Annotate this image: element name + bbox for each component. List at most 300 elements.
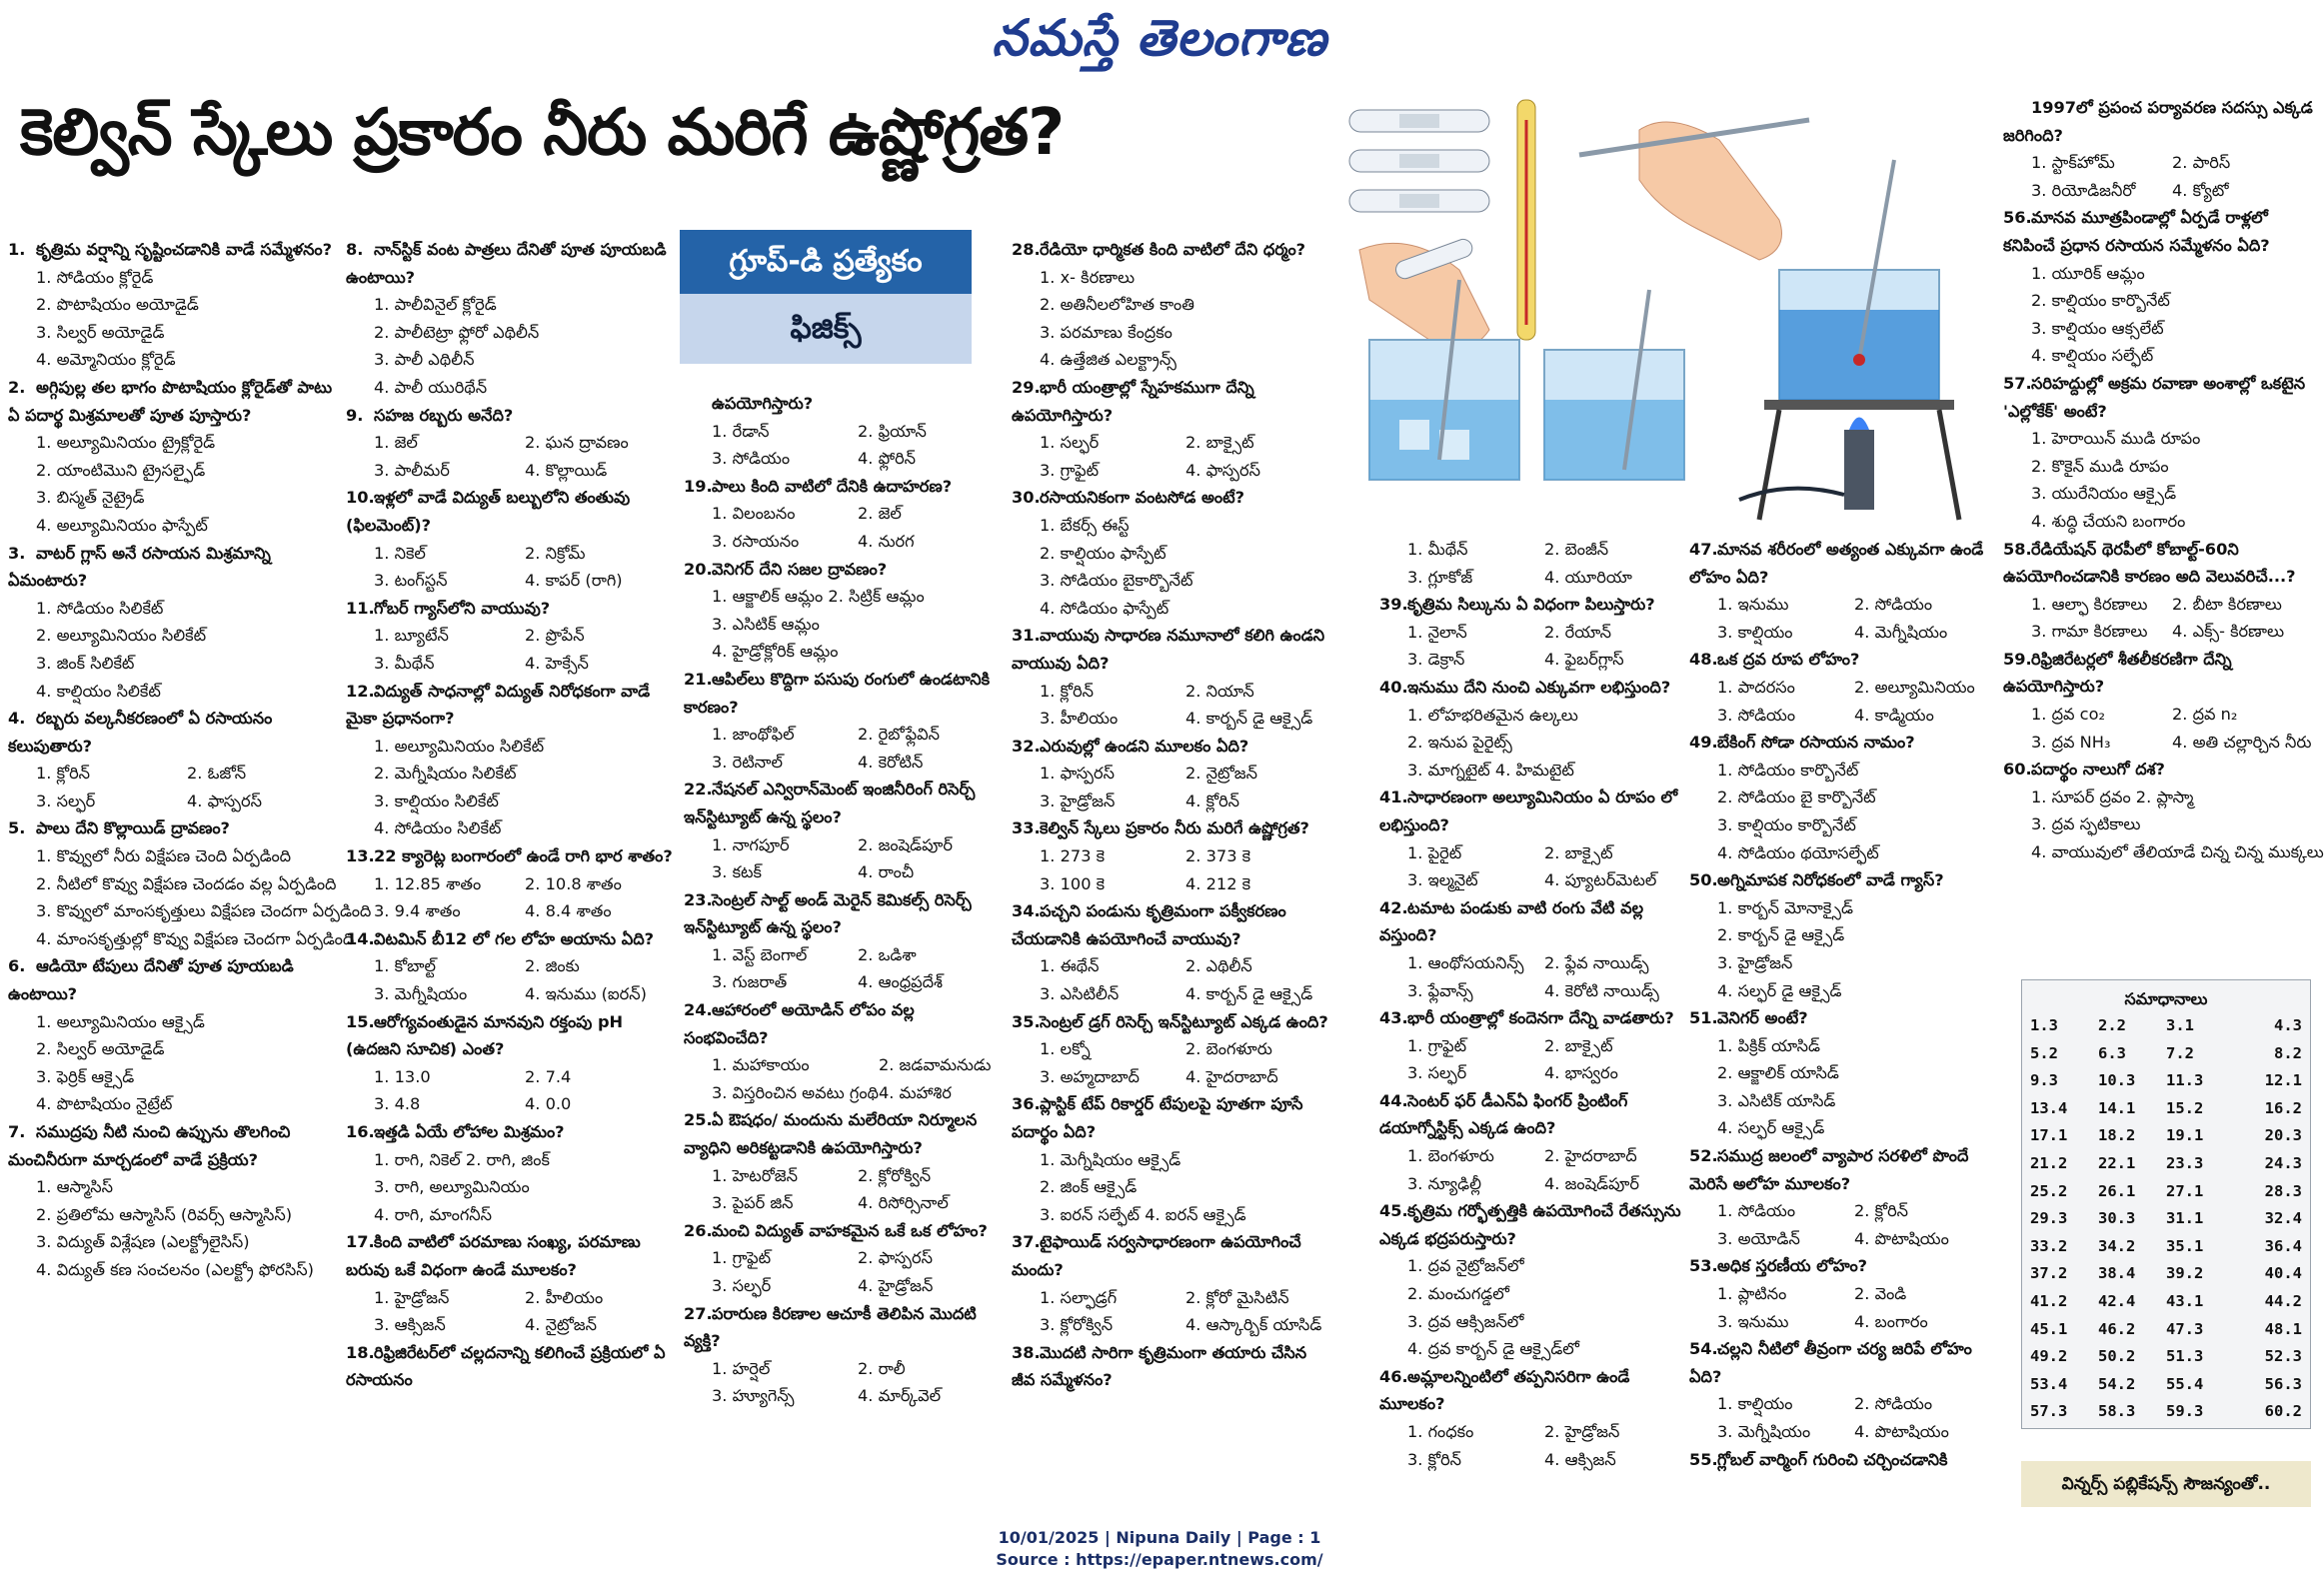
question-column-3 xyxy=(684,390,1004,1410)
answer-key-entry: 22.1 xyxy=(2098,1153,2136,1172)
answer-key-entry: 51.3 xyxy=(2166,1347,2204,1366)
answer-key-entry: 28.3 xyxy=(2264,1181,2302,1200)
option-list xyxy=(346,291,676,401)
answer-option: 3. సోడియం xyxy=(1717,705,1796,725)
question-stem: వెనిగర్ అంటే? xyxy=(1717,1008,1808,1028)
question-number: 47. xyxy=(1689,540,1718,559)
answer-option: 4. మార్క్‌వెల్ xyxy=(858,1386,942,1406)
question-stem: సెంట్రల్ సాల్ట్ అండ్ మెరైన్ కెమికల్స్ రిసెర్చ్ ఇన్‌స్టిట్యూట్ ఉన్న స్థలం? xyxy=(684,889,972,937)
question-text xyxy=(346,842,676,870)
answer-option: 1. కార్బన్ మోనాక్సైడ్ xyxy=(1717,897,1853,917)
answer-option: 1. క్లోరిన్ xyxy=(36,764,91,784)
answer-option: 3. హ్యూగెన్స్ xyxy=(712,1386,795,1406)
question-stem: టైఫాయిడ్ సర్వసాధారణంగా ఉపయోగించే మందు? xyxy=(1012,1232,1301,1279)
question-stem: కృత్రిమ గర్భోత్పత్తికి ఉపయోగించే రేతస్సును ఎక్కడ భద్రపరుస్తారు? xyxy=(1379,1201,1681,1248)
answer-option: 3. గ్రాఫైట్ xyxy=(1040,460,1100,480)
answer-option: 3. గామా కిరణాలు xyxy=(2031,622,2148,642)
option-list xyxy=(1012,264,1331,374)
answer-key-entry: 48.1 xyxy=(2264,1319,2302,1338)
question-text xyxy=(8,952,338,1007)
question-stem: నాన్‌స్టిక్ వంట పాత్రలు దేనితో పూత పూయబడి ఉంటాయి? xyxy=(346,240,667,287)
answer-option: 2. హీలియం xyxy=(525,1287,604,1307)
answer-option: 3. మీథేన్ xyxy=(374,653,435,673)
answer-option: 2. అల్యూమినియం సిలికేట్ xyxy=(36,626,207,646)
question-number: 1. xyxy=(8,240,26,259)
question-number: 51. xyxy=(1689,1008,1718,1028)
question-stem: వెనిగర్ దేని సజల ద్రావణం? xyxy=(712,559,888,579)
answer-option: 2. అల్యూమినియం xyxy=(1854,677,1975,697)
answer-option: 1. సూపర్ ద్రవం 2. ప్లాస్మా xyxy=(2031,787,2194,806)
answer-option: 1. పైరైట్ xyxy=(1407,842,1462,862)
question-number: 56. xyxy=(2003,208,2032,228)
question-number: 49. xyxy=(1689,733,1718,753)
answer-key-entry: 11.3 xyxy=(2166,1071,2204,1090)
option-list xyxy=(8,264,338,374)
option-list xyxy=(1012,952,1331,1007)
question-text xyxy=(1379,1363,1681,1418)
question-item xyxy=(1379,674,1681,784)
question-item xyxy=(346,842,676,925)
answer-option: 2. క్లోరోక్విన్ xyxy=(858,1165,932,1185)
question-item xyxy=(1012,733,1331,815)
answer-key-entry: 45.1 xyxy=(2030,1319,2068,1338)
answer-option: 2. ఆక్జాలిక్ యాసిడ్ xyxy=(1717,1063,1839,1083)
answer-option: 1. గంధకం xyxy=(1407,1422,1474,1441)
answer-key-entry: 37.2 xyxy=(2030,1264,2068,1283)
answer-option: 2. హైడ్రోజన్ xyxy=(1544,1422,1620,1441)
option-list xyxy=(2003,701,2313,756)
answer-option: 4. మెగ్నీషియం xyxy=(1854,622,1948,642)
question-item xyxy=(1012,236,1331,374)
question-number: 10. xyxy=(346,488,375,508)
question-number: 48. xyxy=(1689,650,1718,670)
question-text xyxy=(1379,1087,1681,1142)
option-list xyxy=(346,1146,676,1229)
answer-key-entry: 38.4 xyxy=(2098,1264,2136,1283)
option-list xyxy=(1379,1142,1681,1197)
question-number: 45. xyxy=(1379,1201,1408,1221)
option-list xyxy=(1012,429,1331,484)
question-number: 30. xyxy=(1012,488,1041,508)
question-text xyxy=(2003,536,2313,591)
question-stem: వాటర్ గ్లాస్ అనే రసాయన మిశ్రమాన్ని ఏమంటారు? xyxy=(8,543,271,591)
option-list xyxy=(2003,260,2313,370)
answer-key-entry: 39.2 xyxy=(2166,1264,2204,1283)
answer-option: 4. హెక్సేన్ xyxy=(525,653,589,673)
answer-option: 1. 273 కె xyxy=(1040,846,1106,866)
answer-option: 1. నికెల్ xyxy=(374,543,426,563)
question-item xyxy=(8,705,338,814)
question-stem: రేడియేషన్ థెరపీలో కోబాల్ట్-60ని ఉపయోగించడానికి కారణం అది వెలువరిచే...? xyxy=(2003,539,2296,587)
answer-key-entry: 5.2 xyxy=(2030,1043,2058,1062)
answer-option: 1. బ్యూటేన్ xyxy=(374,626,449,646)
question-text xyxy=(684,473,1004,501)
question-text xyxy=(1012,897,1331,952)
question-item xyxy=(684,996,1004,1106)
answer-option: 1. క్లోరిన్ xyxy=(1040,681,1095,701)
question-text xyxy=(684,1106,1004,1161)
question-column-4 xyxy=(1012,236,1331,1394)
answer-option: 2. సోడియం xyxy=(1854,1394,1933,1414)
question-number: 39. xyxy=(1379,595,1408,615)
question-stem: మొదటి సారిగా కృత్రిమంగా తయారు చేసిన జీవ సమ్మేళనం? xyxy=(1012,1342,1307,1390)
question-text xyxy=(8,1118,338,1173)
question-item xyxy=(346,236,676,402)
option-list xyxy=(2003,149,2313,204)
section-badge xyxy=(680,230,972,364)
question-text xyxy=(346,1008,676,1063)
question-stem: ఇళ్లలో వాడే విద్యుత్ బల్బులోని తంతువు (ఫిలమెంట్)? xyxy=(346,488,631,535)
answer-option: 2. రాలీ xyxy=(858,1358,906,1378)
question-item xyxy=(1379,1004,1681,1087)
answer-option: 3. ద్రవ ఆక్సిజన్‌లో xyxy=(1407,1311,1524,1331)
question-item xyxy=(1012,1339,1331,1394)
answer-option: 3. ఐరన్ సల్ఫేట్ 4. ఐరన్ ఆక్సైడ్ xyxy=(1040,1204,1246,1224)
answer-option: 1. ద్రవ నైట్రోజన్‌లో xyxy=(1407,1256,1524,1276)
answer-key-entry: 4.3 xyxy=(2274,1016,2302,1034)
question-text xyxy=(684,886,1004,941)
answer-key-entry: 12.1 xyxy=(2264,1071,2302,1090)
answer-key-entry: 58.3 xyxy=(2098,1402,2136,1421)
option-list xyxy=(346,733,676,842)
question-number: 43. xyxy=(1379,1008,1408,1028)
answer-option: 2. సోడియం బై కార్బొనేట్ xyxy=(1717,788,1876,807)
answer-option: 4. హైదరాబాద్ xyxy=(1185,1066,1278,1086)
question-stem: గోబర్ గ్యాస్‌లోని వాయువు? xyxy=(374,598,551,618)
answer-option: 2. వెండి xyxy=(1854,1284,1907,1304)
question-text xyxy=(8,814,338,842)
question-text xyxy=(684,776,1004,830)
option-list xyxy=(1689,1280,1991,1335)
answer-option: 3. క్లోరోక్విన్ xyxy=(1040,1315,1114,1335)
answer-option: 3. కాల్షియం కార్బొనేట్ xyxy=(1717,814,1856,834)
answer-key-entry: 14.1 xyxy=(2098,1098,2136,1117)
answer-option: 3. హైడ్రోజన్ xyxy=(1040,791,1116,810)
answer-option: 1. లక్నో xyxy=(1040,1039,1091,1059)
answer-option: 3. అహ్మదాబాద్ xyxy=(1040,1066,1140,1086)
option-list xyxy=(1012,760,1331,814)
question-text xyxy=(1689,1335,1991,1390)
question-text xyxy=(346,402,676,430)
option-list xyxy=(684,583,1004,666)
question-item xyxy=(684,1106,1004,1216)
answer-key-entry: 47.3 xyxy=(2166,1319,2204,1338)
answer-option: 3. మెగ్నీషియం xyxy=(374,984,468,1004)
answer-key-entry: 7.2 xyxy=(2166,1043,2194,1062)
answer-option: 2. బాక్సైట్ xyxy=(1185,433,1254,453)
question-text xyxy=(2003,756,2313,784)
question-column-5 xyxy=(1379,536,1681,1473)
answer-option: 3. టంగ్‌స్టన్ xyxy=(374,571,448,591)
answer-option: 1. ఈథేన్ xyxy=(1040,956,1100,976)
answer-key-entry: 33.2 xyxy=(2030,1236,2068,1255)
option-list xyxy=(684,500,1004,555)
answer-option: 4. అల్యూమినియం ఫాస్పేట్ xyxy=(36,515,208,535)
option-list xyxy=(346,1063,676,1118)
option-list xyxy=(2003,425,2313,535)
answer-option: 3. క్లోరిన్ xyxy=(1407,1449,1462,1469)
answer-option: 3. విస్తరించిన అవటు గ్రంథి xyxy=(712,1082,879,1102)
answer-key-entry: 17.1 xyxy=(2030,1126,2068,1145)
question-item xyxy=(1689,1004,1991,1142)
answer-option: 2. జింక్ ఆక్సైడ్ xyxy=(1040,1177,1138,1197)
question-item xyxy=(346,402,676,485)
answer-key-entry: 10.3 xyxy=(2098,1071,2136,1090)
answer-option: 1. హెటరోజెన్ xyxy=(712,1165,799,1185)
answer-option: 4. అమ్మోనియం క్లోరైడ్ xyxy=(36,350,176,370)
answer-key-entry: 30.3 xyxy=(2098,1209,2136,1228)
option-list xyxy=(1689,1032,1991,1142)
question-number: 26. xyxy=(684,1220,713,1240)
question-item xyxy=(684,1217,1004,1300)
answer-key-entry: 6.3 xyxy=(2098,1043,2126,1062)
answer-option: 3. రెటినాల్ xyxy=(712,752,783,772)
question-stem: ఇనుము దేని నుంచి ఎక్కువగా లభిస్తుంది? xyxy=(1407,677,1671,697)
answer-option: 2. యాంటిమొని ట్రైసల్ఫైడ్ xyxy=(36,460,206,480)
answer-option: 2. నియాన్ xyxy=(1185,681,1254,701)
answer-option: 3. ఎసిటిక్ ఆమ్లం xyxy=(712,614,820,634)
answer-option: 2. ఒడిశా xyxy=(858,944,917,964)
question-text xyxy=(1012,374,1331,429)
answer-option: 4. భాస్వరం xyxy=(1544,1063,1618,1083)
answer-key-entry: 23.3 xyxy=(2166,1153,2204,1172)
answer-option: 2. రేయాన్ xyxy=(1544,622,1611,642)
question-number: 44. xyxy=(1379,1090,1408,1110)
question-item xyxy=(2003,94,2313,204)
question-stem: అధిక స్తరణీయ లోహం? xyxy=(1717,1256,1868,1276)
question-item xyxy=(1689,1252,1991,1335)
question-text xyxy=(1689,646,1991,674)
answer-option: 1. హర్షెల్ xyxy=(712,1358,771,1378)
question-stem: రేడియో ధార్మికత కింది వాటిలో దేని ధర్మం? xyxy=(1040,240,1306,259)
answer-option: 4. ఆంధ్రప్రదేశ్ xyxy=(858,972,943,992)
question-stem: అగ్నిమాపక నిరోధకంలో వాడే గ్యాస్? xyxy=(1717,870,1944,890)
question-stem: కింది వాటిలో పరమాణు సంఖ్య, పరమాణు బరువు ఒకే విధంగా ఉండే మూలకం? xyxy=(346,1232,641,1279)
newspaper-masthead: నమస్తే తెలంగాణ xyxy=(992,8,1327,67)
question-number: 15. xyxy=(346,1011,375,1031)
answer-option: 4. పొటాషియం నైట్రేట్ xyxy=(36,1094,173,1114)
question-column-7 xyxy=(2003,94,2324,866)
answer-option: 3. మెగ్నీషియం xyxy=(1717,1422,1811,1441)
answer-option: 1. ఆక్జాలిక్ ఆమ్లం 2. సిట్రిక్ ఆమ్లం xyxy=(712,587,925,607)
question-item xyxy=(346,1008,676,1118)
question-item xyxy=(1689,646,1991,729)
answer-option: 4. 8.4 శాతం xyxy=(525,901,612,921)
question-number: 14. xyxy=(346,928,375,948)
answer-option: 4. కాడ్మియం xyxy=(1854,705,1934,725)
answer-option: 4. కెరోటిన్ xyxy=(858,752,924,772)
answer-key-entry: 59.3 xyxy=(2166,1402,2204,1421)
question-text xyxy=(1379,894,1681,949)
answer-option: 2. మెగ్నీషియం సిలికేట్ xyxy=(374,764,517,784)
answer-option: 4. 0.0 xyxy=(525,1094,572,1114)
answer-option: 2. జెల్ xyxy=(858,504,902,524)
question-number: 22. xyxy=(684,780,713,799)
answer-option: 3. డెక్రాన్ xyxy=(1407,650,1465,670)
question-text xyxy=(1379,1197,1681,1252)
answer-option: 3. హైడ్రోజన్ xyxy=(1717,952,1793,972)
question-number: 46. xyxy=(1379,1366,1408,1386)
option-list xyxy=(684,1162,1004,1217)
answer-option: 1. కాల్షియం xyxy=(1717,1394,1793,1414)
answer-option: 4. కాల్షియం సల్ఫేట్ xyxy=(2031,346,2154,366)
option-list xyxy=(8,1008,338,1118)
option-list xyxy=(1379,1032,1681,1087)
answer-option: 1. గ్రాఫైట్ xyxy=(1407,1035,1467,1055)
answer-option: 1. విలంబనం xyxy=(712,504,796,524)
question-stem: భారీ యంత్రాల్లో స్నేహకముగా దేన్ని ఉపయోగిస్తారు? xyxy=(1012,377,1254,425)
answer-option: 1. పిక్రిక్ యాసిడ్ xyxy=(1717,1035,1820,1055)
answer-option: 1. కొవ్వులో నీరు విక్షేపణ చెంది ఏర్పడింది xyxy=(36,846,292,866)
answer-option: 2. ఫ్లేవ నాయిడ్స్ xyxy=(1544,952,1649,972)
answer-option: 4. విద్యుత్ కణ సంచలనం (ఎలక్ట్రో ఫోరసిస్) xyxy=(36,1259,314,1279)
question-item xyxy=(8,540,338,706)
question-stem: ఉపయోగిస్తారు? xyxy=(712,394,814,413)
question-item xyxy=(1012,1008,1331,1091)
question-item xyxy=(1379,591,1681,674)
answer-option: 2. క్లోరో మైసిటిన్ xyxy=(1185,1287,1289,1307)
question-text xyxy=(684,390,1004,418)
answer-option: 4. సల్ఫర్ డై ఆక్సైడ్ xyxy=(1717,980,1842,1000)
option-list xyxy=(1379,1418,1681,1473)
answer-option: 3. కాల్షియం xyxy=(1717,622,1793,642)
question-item xyxy=(2003,756,2324,865)
answer-option: 1. రాగి, నికెల్ 2. రాగి, జింక్ xyxy=(374,1149,550,1169)
answer-option: 1. గ్రాఫైట్ xyxy=(712,1248,772,1268)
option-list xyxy=(1379,536,1681,591)
answer-option: 3. ఇనుము xyxy=(1717,1311,1789,1331)
question-number: 28. xyxy=(1012,240,1041,259)
question-item xyxy=(1689,1446,1991,1474)
question-item xyxy=(1012,374,1331,484)
question-item xyxy=(1379,536,1681,591)
answer-option: 2. కొకైన్ ముడి రూపం xyxy=(2031,456,2169,476)
question-item xyxy=(346,1118,676,1228)
question-number: 9. xyxy=(346,405,364,425)
answer-option: 4. యూరియా xyxy=(1544,567,1632,587)
option-list xyxy=(684,1051,1004,1106)
question-stem: ఒక ద్రవ రూప లోహం? xyxy=(1717,650,1860,670)
option-list xyxy=(8,429,338,539)
answer-key-entry: 41.2 xyxy=(2030,1291,2068,1310)
question-text xyxy=(1012,484,1331,512)
answer-option: 2. మంచుగడ్డలో xyxy=(1407,1284,1509,1304)
answer-option: 1. పాదరసం xyxy=(1717,677,1795,697)
option-list xyxy=(1379,702,1681,785)
answer-option: 3. పాలీ ఎథిలీన్ xyxy=(374,350,475,370)
answer-key-entry: 19.1 xyxy=(2166,1126,2204,1145)
answer-key-entry: 35.1 xyxy=(2166,1236,2204,1255)
answer-option: 3. రసాయనం xyxy=(712,531,800,551)
answer-option: 1. రేడాన్ xyxy=(712,421,770,441)
question-text xyxy=(1012,814,1331,842)
answer-option: 4. సోడియం ఫాస్పేట్ xyxy=(1040,598,1169,618)
answer-key-entry: 53.4 xyxy=(2030,1374,2068,1393)
question-number: 36. xyxy=(1012,1094,1041,1114)
answer-option: 4. ఫాస్పరస్ xyxy=(1185,460,1260,480)
answer-option: 1. నైలాన్ xyxy=(1407,622,1467,642)
question-text xyxy=(1379,591,1681,619)
question-stem: ఇత్తడి ఏయే లోహాల మిశ్రమం? xyxy=(374,1122,565,1141)
answer-option: 3. మాగ్నటైట్ 4. హిమటైట్ xyxy=(1407,760,1574,780)
option-list xyxy=(1379,949,1681,1004)
answer-option: 1. యూరిక్ ఆమ్లం xyxy=(2031,263,2145,283)
question-item xyxy=(2003,646,2313,756)
question-text xyxy=(684,996,1004,1051)
answer-option: 1. ప్లాటినం xyxy=(1717,1284,1787,1304)
question-number: 13. xyxy=(346,846,375,866)
option-list xyxy=(684,1244,1004,1299)
answer-option: 4. సోడియం సిలికేట్ xyxy=(374,818,502,838)
answer-option: 1. అల్యూమినియం ఆక్సైడ్ xyxy=(36,1011,205,1031)
question-text xyxy=(2003,94,2313,149)
question-stem: 1997లో ప్రపంచ పర్యావరణ సదస్సు ఎక్కడ జరిగింది? xyxy=(2003,98,2313,145)
answer-option: 3. ఇల్మనైట్ xyxy=(1407,870,1478,890)
question-text xyxy=(8,374,338,429)
question-text xyxy=(684,1217,1004,1245)
answer-option: 2. హైదరాబాద్ xyxy=(1544,1146,1637,1166)
answer-option: 4. నురగ xyxy=(858,531,915,551)
question-stem: మానవ శరీరంలో అత్యంత ఎక్కువగా ఉండే లోహం ఏది? xyxy=(1689,540,1984,587)
answer-option: 1. మహాకాయం xyxy=(712,1055,810,1075)
answer-option: 3. పాలీమర్ xyxy=(374,460,450,480)
answer-option: 4. కెరోటి నాయిడ్స్ xyxy=(1544,980,1659,1000)
question-text xyxy=(1689,536,1991,591)
question-text xyxy=(346,484,676,539)
question-number: 23. xyxy=(684,889,713,909)
answer-option: 1. వెస్ట్ బెంగాల్ xyxy=(712,944,808,964)
answer-option: 3. సల్ఫర్ xyxy=(36,791,96,810)
option-list xyxy=(1689,674,1991,729)
answer-option: 1. ఆస్మాసిస్ xyxy=(36,1177,114,1197)
question-column-2 xyxy=(346,236,676,1394)
question-item xyxy=(2003,536,2313,646)
answer-key-entry: 43.1 xyxy=(2166,1291,2204,1310)
question-number: 50. xyxy=(1689,870,1718,890)
question-number: 38. xyxy=(1012,1342,1041,1362)
answer-option: 4. బంగారం xyxy=(1854,1311,1928,1331)
answer-option: 4. రాంచీ xyxy=(858,862,915,882)
question-item xyxy=(8,374,338,540)
question-stem: 22 క్యారెట్ల బంగారంలో ఉండే రాగి భార శాతం? xyxy=(374,846,673,866)
answer-key-entry: 29.3 xyxy=(2030,1209,2068,1228)
question-text xyxy=(346,925,676,953)
answer-key-entry: 15.2 xyxy=(2166,1098,2204,1117)
question-item xyxy=(1689,1142,1991,1252)
answer-option: 4. ఫైబర్‌గ్లాస్ xyxy=(1544,650,1624,670)
answer-key-title: సమాధానాలు xyxy=(2124,989,2208,1008)
answer-option: 1. నాగపూర్ xyxy=(712,834,790,854)
question-text xyxy=(346,1339,676,1394)
answer-option: 3. పైపర్ జిన్ xyxy=(712,1193,794,1213)
option-list xyxy=(1379,839,1681,894)
question-number: 21. xyxy=(684,669,713,689)
answer-option: 4. ఫాస్పరస్ xyxy=(187,791,262,810)
option-list xyxy=(1689,1197,1991,1252)
answer-option: 1. హెరాయిన్ ముడి రూపం xyxy=(2031,429,2201,449)
answer-option: 2. బాక్సైట్ xyxy=(1544,842,1613,862)
question-number: 3. xyxy=(8,543,26,563)
answer-key-entry: 25.2 xyxy=(2030,1181,2068,1200)
answer-key-entry: 42.4 xyxy=(2098,1291,2136,1310)
option-list xyxy=(1012,1146,1331,1229)
answer-option: 3. ఫెర్రిక్ ఆక్సైడ్ xyxy=(36,1066,135,1086)
answer-option: 4. సోడియం థయోసల్ఫేట్ xyxy=(1717,842,1879,862)
answer-option: 1. పాలీవినైల్ క్లోరైడ్ xyxy=(374,295,497,315)
question-stem: పదార్థం నాలుగో దశ? xyxy=(2031,760,2165,780)
answer-option: 1. ఫాస్పరస్ xyxy=(1040,764,1115,784)
answer-option: 1. బేకర్స్ ఈస్ట్ xyxy=(1040,515,1130,535)
